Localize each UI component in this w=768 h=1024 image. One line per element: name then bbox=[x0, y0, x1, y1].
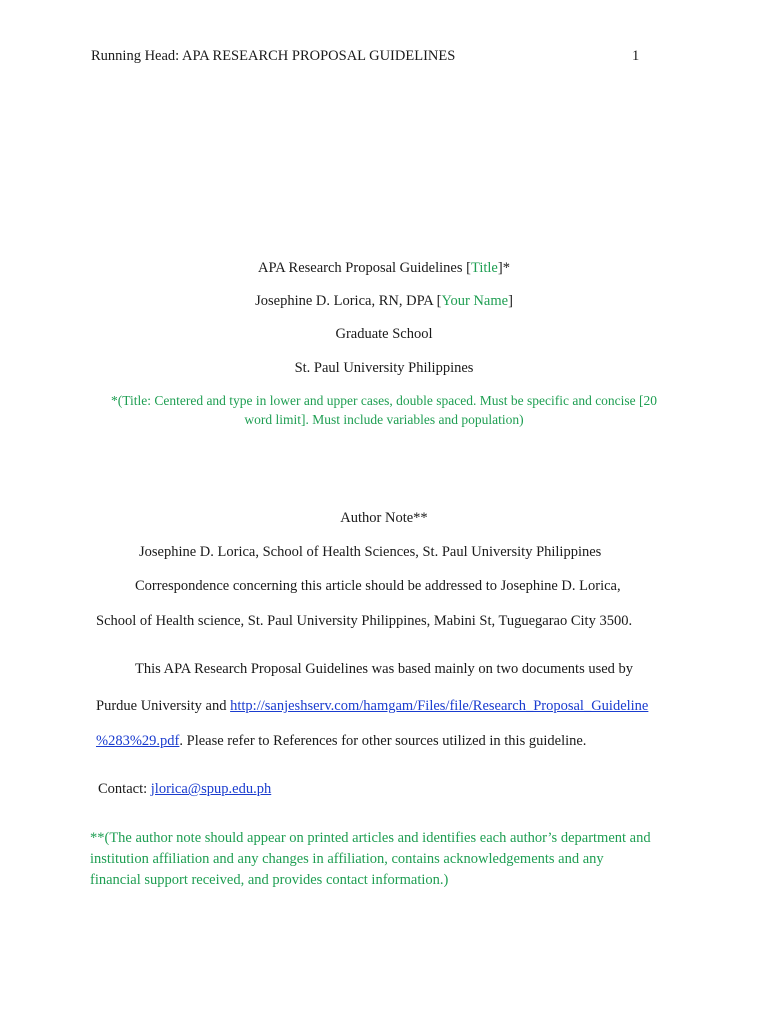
bracket-open: [ bbox=[432, 293, 442, 309]
running-head: Running Head: APA RESEARCH PROPOSAL GUIDELINES bbox=[91, 48, 456, 64]
contact-email-link[interactable]: jlorica@spup.edu.ph bbox=[150, 781, 272, 797]
author-hint: Your Name bbox=[441, 293, 509, 309]
title-hint: Title bbox=[470, 260, 498, 276]
footnote-line3: financial support received, and provides contact information.) bbox=[90, 872, 449, 888]
bracket-close: ]* bbox=[497, 260, 510, 276]
basis-line1: This APA Research Proposal Guidelines was based mainly on two documents used by bbox=[135, 661, 634, 677]
contact-label: Contact: bbox=[98, 781, 151, 797]
university-name: St. Paul University Philippines bbox=[294, 360, 474, 376]
author-affiliation: Josephine D. Lorica, School of Health Sciences, St. Paul University Philippines bbox=[139, 544, 602, 560]
title-line bbox=[0, 259, 768, 277]
paper-title: APA Research Proposal Guidelines bbox=[258, 260, 463, 276]
author-line bbox=[0, 292, 768, 310]
author-name: Josephine D. Lorica, RN, DPA bbox=[255, 293, 433, 309]
page-number: 1 bbox=[632, 48, 640, 64]
bracket-close: ] bbox=[508, 293, 513, 309]
author-note-heading: Author Note** bbox=[340, 510, 428, 526]
guideline-link[interactable]: http://sanjeshserv.com/hamgam/Files/file/Research_Proposal_Guideline bbox=[230, 698, 649, 714]
basis-line2 bbox=[96, 697, 648, 715]
guideline-link-continued[interactable]: %283%29.pdf bbox=[96, 733, 180, 749]
correspondence-line1: Correspondence concerning this article should be addressed to Josephine D. Lorica, bbox=[135, 578, 621, 594]
title-note-line1: *(Title: Centered and type in lower and upper cases, double spaced. Must be specific and concise [20 bbox=[110, 393, 658, 408]
school-name: Graduate School bbox=[335, 326, 433, 342]
footnote-line2: institution affiliation and any changes in affiliation, contains acknowledgements and any bbox=[90, 851, 604, 867]
title-note-line2: word limit]. Must include variables and population) bbox=[244, 412, 524, 427]
contact-line bbox=[98, 780, 271, 798]
basis-line3 bbox=[96, 732, 586, 750]
bracket-open: [ bbox=[462, 260, 471, 276]
correspondence-line2: School of Health science, St. Paul University Philippines, Mabini St, Tuguegarao City 3500. bbox=[96, 613, 633, 629]
basis-suffix: . Please refer to References for other sources utilized in this guideline. bbox=[179, 733, 587, 749]
footnote-line1: **(The author note should appear on printed articles and identifies each author’s department and bbox=[90, 830, 651, 846]
basis-prefix: Purdue University and bbox=[96, 698, 231, 714]
